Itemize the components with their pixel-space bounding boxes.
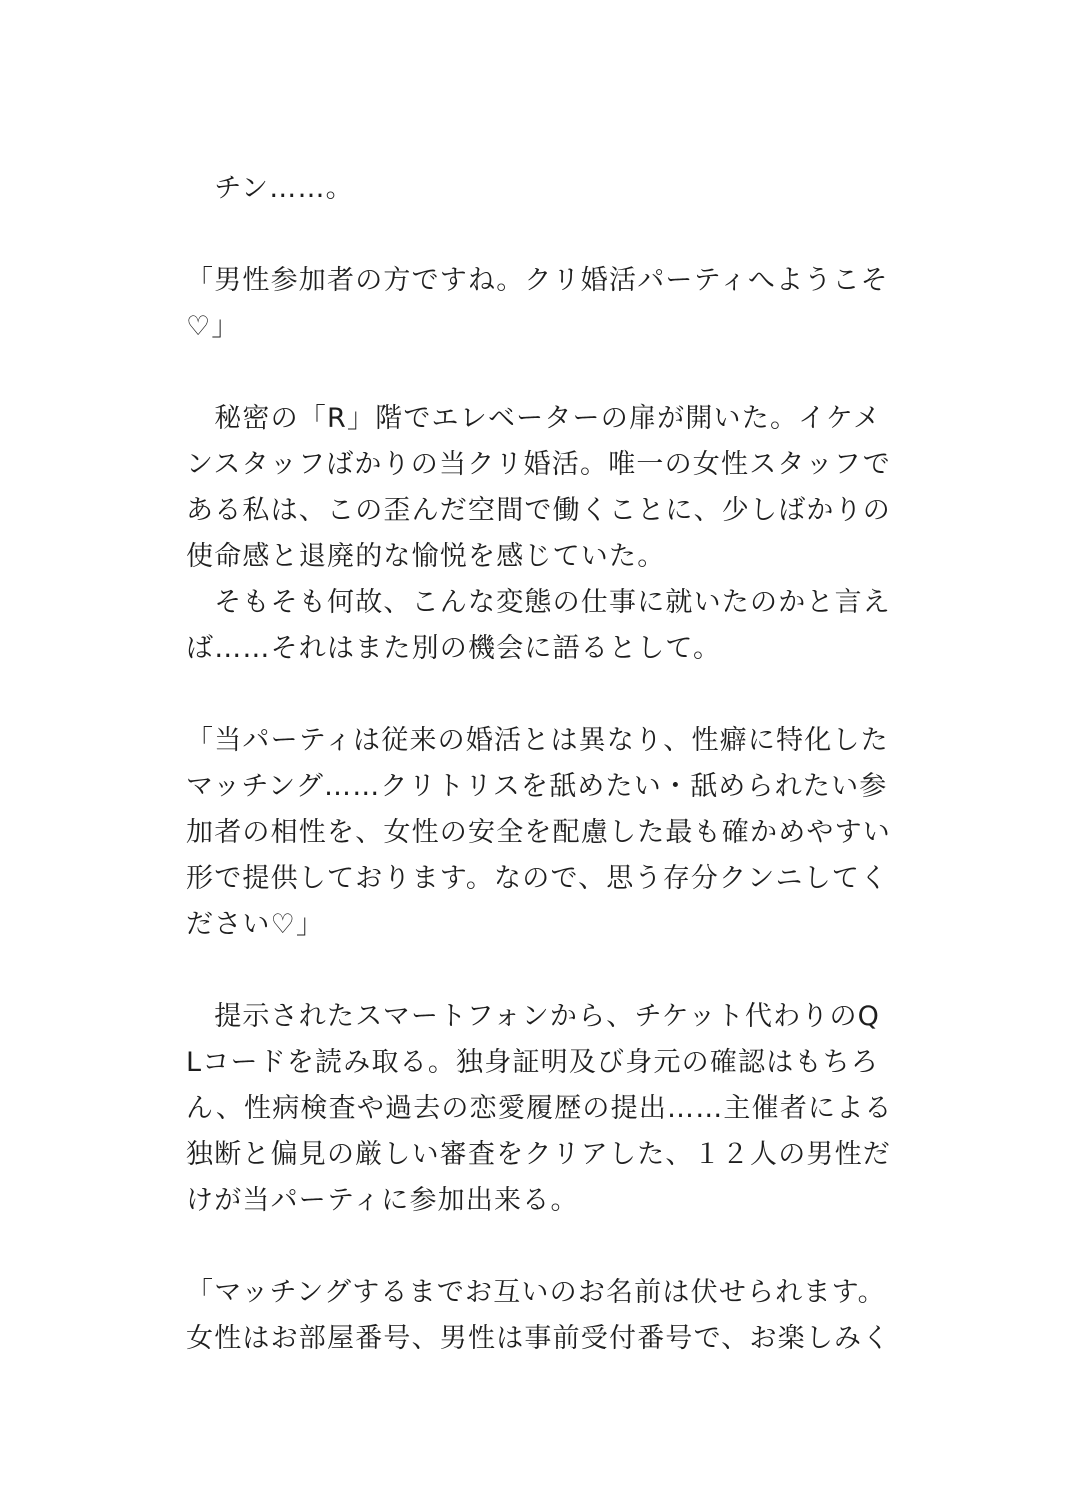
blank-line — [186, 212, 906, 258]
text-line: Lコードを読み取る。独身証明及び身元の確認はもちろ — [186, 1047, 880, 1078]
text-line: 「マッチングするまでお互いのお名前は伏せられます。 — [186, 1277, 886, 1308]
blank-line — [186, 1224, 906, 1270]
text-line: 独断と偏見の厳しい審査をクリアした、１２人の男性だ — [186, 1139, 891, 1170]
text-line: チン……。 — [186, 173, 354, 204]
blank-line — [186, 350, 906, 396]
text-line: 形で提供しております。なので、思う存分クンニしてく — [186, 863, 889, 894]
text-line: 秘密の「R」階でエレベーターの扉が開いた。イケメ — [186, 403, 882, 434]
blank-line — [186, 672, 906, 718]
text-line: けが当パーティに参加出来る。 — [186, 1185, 579, 1216]
text-line: ある私は、この歪んだ空間で働くことに、少しばかりの — [186, 495, 891, 526]
text-line: 女性はお部屋番号、男性は事前受付番号で、お楽しみく — [186, 1323, 891, 1354]
text-line: ば……それはまた別の機会に語るとして。 — [186, 633, 722, 664]
text-line: マッチング……クリトリスを舐めたい・舐められたい参 — [186, 771, 888, 802]
text-line: ンスタッフばかりの当クリ婚活。唯一の女性スタッフで — [186, 449, 891, 480]
text-line: 「当パーティは従来の婚活とは異なり、性癖に特化した — [186, 725, 889, 756]
text-line: ださい♡」 — [186, 909, 325, 940]
text-line: 使命感と退廃的な愉悦を感じていた。 — [186, 541, 666, 572]
novel-text — [186, 166, 906, 1362]
text-line: ん、性病検査や過去の恋愛履歴の提出……主催者による — [186, 1093, 893, 1124]
text-line: ♡」 — [186, 311, 240, 342]
text-line: 加者の相性を、女性の安全を配慮した最も確かめやすい — [186, 817, 891, 848]
text-line: そもそも何故、こんな変態の仕事に就いたのかと言え — [186, 587, 891, 618]
text-line: 提示されたスマートフォンから、チケット代わりのQ — [186, 1001, 881, 1032]
blank-line — [186, 948, 906, 994]
text-line: 「男性参加者の方ですね。クリ婚活パーティへようこそ — [186, 265, 889, 296]
